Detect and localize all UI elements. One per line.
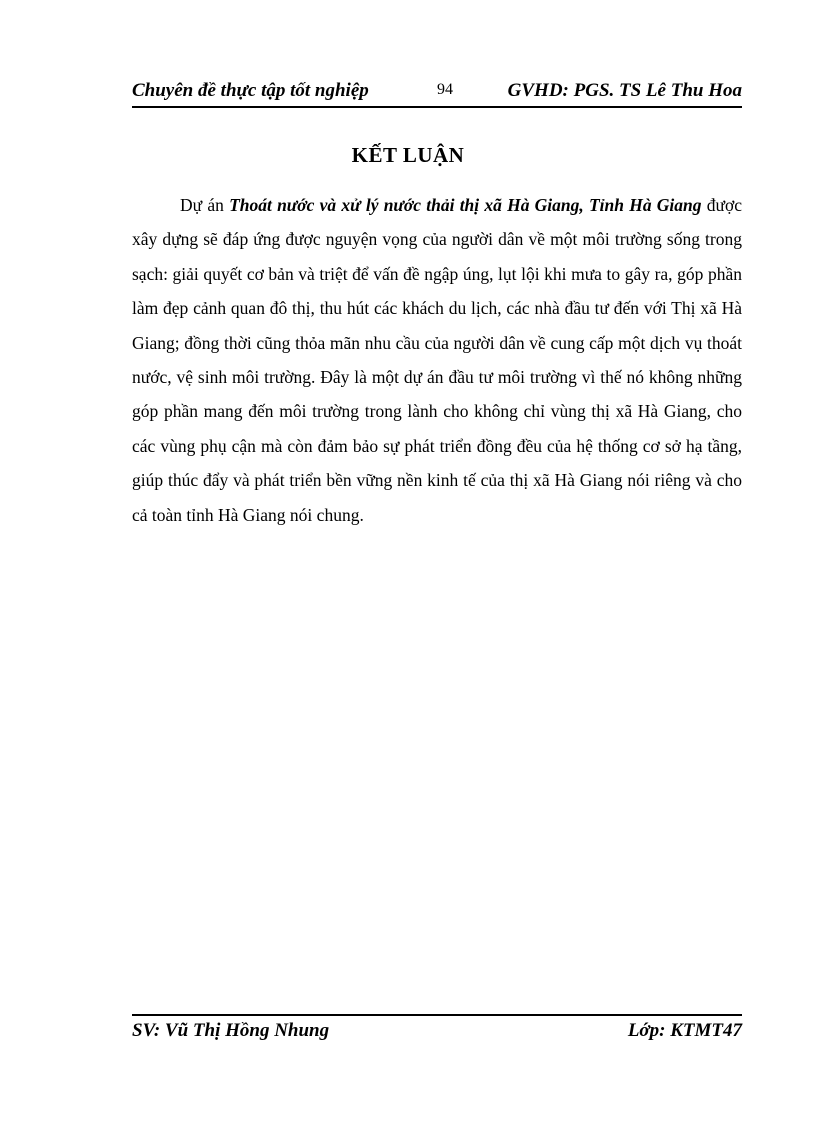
- conclusion-paragraph: [132, 188, 742, 532]
- page-number: 94: [437, 81, 453, 98]
- footer-student: SV: Vũ Thị Hồng Nhung: [132, 1020, 330, 1041]
- header-supervisor: GVHD: PGS. TS Lê Thu Hoa: [507, 80, 742, 101]
- page-header: [132, 80, 742, 108]
- project-name: Thoát nước và xử lý nước thải thị xã Hà Giang, Tỉnh Hà Giang: [229, 195, 702, 215]
- section-title: KẾT LUẬN: [351, 143, 465, 167]
- footer-class: Lớp: KTMT47: [627, 1020, 742, 1041]
- paragraph-body: được xây dựng sẽ đáp ứng được nguyện vọng của người dân về một môi trường sống trong sạch: giải quyết cơ bản và triệt để vấn đề ngập úng, lụt lội khi mưa to gây ra, góp phần làm đẹp cảnh quan đô thị, thu hút các khách du lịch, các nhà đầu tư đến với Thị xã Hà Giang; đồng thời cũng thỏa mãn nhu cầu của người dân về cung cấp một dịch vụ thoát nước, vệ sinh môi trường. Đây là một dự án đầu tư môi trường vì thế nó không những góp phần mang đến môi trường trong lành cho không chỉ vùng thị xã Hà Giang, cho các vùng phụ cận mà còn đảm bảo sự phát triển đồng đều của hệ thống cơ sở hạ tầng, giúp thúc đẩy và phát triển bền vững nền kinh tế của thị xã Hà Giang nói riêng và cho cả toàn tỉnh Hà Giang nói chung.: [132, 195, 743, 525]
- paragraph-lead: Dự án: [180, 195, 230, 215]
- page-footer: [132, 1014, 742, 1046]
- header-report-title: Chuyên đề thực tập tốt nghiệp: [132, 80, 369, 101]
